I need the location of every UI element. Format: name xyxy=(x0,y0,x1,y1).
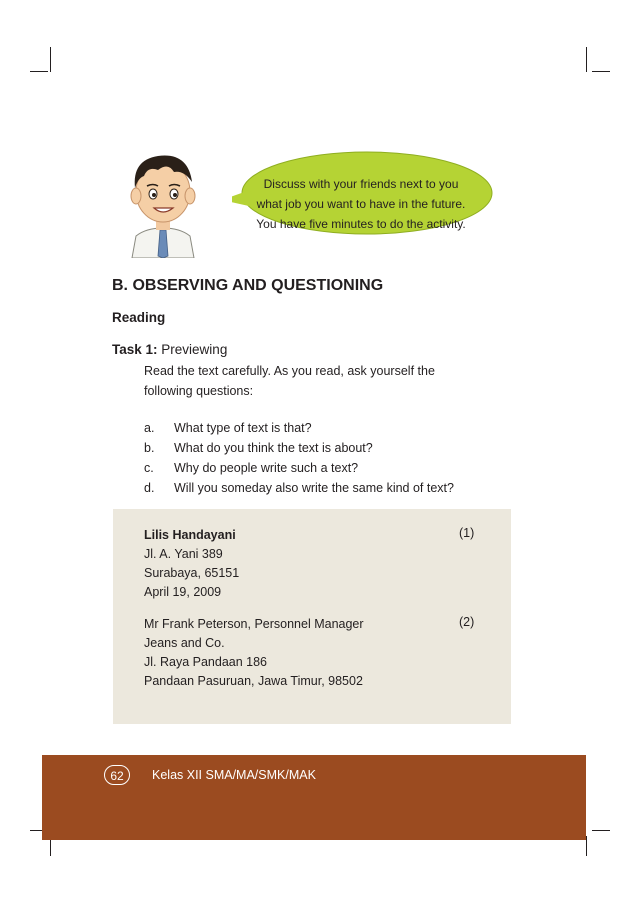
sender-street: Jl. A. Yani 389 xyxy=(144,547,223,561)
sender-name: Lilis Handayani xyxy=(144,528,236,542)
recipient-city: Pandaan Pasuruan, Jawa Timur, 98502 xyxy=(144,674,363,688)
instruction-line: following questions: xyxy=(144,384,254,398)
crop-mark xyxy=(592,830,610,831)
recipient-address xyxy=(144,615,484,691)
question-letter: d. xyxy=(144,481,155,495)
speech-bubble-text xyxy=(238,174,484,234)
list-item xyxy=(144,418,454,438)
question-text: What type of text is that? xyxy=(174,421,312,435)
part-marker: (1) xyxy=(459,526,475,540)
question-letter: b. xyxy=(144,441,155,455)
sender-city: Surabaya, 65151 xyxy=(144,566,240,580)
recipient-company: Jeans and Co. xyxy=(144,636,225,650)
letter-date: April 19, 2009 xyxy=(144,585,222,599)
list-item xyxy=(144,438,454,458)
list-item xyxy=(144,478,454,498)
part-marker: (2) xyxy=(459,615,475,629)
book-title: Kelas XII SMA/MA/SMK/MAK xyxy=(152,768,316,782)
task-label: Task 1: xyxy=(112,342,158,357)
question-text: Will you someday also write the same kind of text? xyxy=(174,481,454,495)
list-item xyxy=(144,458,454,478)
question-list xyxy=(144,418,454,498)
bubble-line: You have five minutes to do the activity. xyxy=(256,217,466,231)
question-text: What do you think the text is about? xyxy=(174,441,373,455)
page-number: 62 xyxy=(104,765,130,785)
crop-mark xyxy=(592,71,610,72)
recipient-street: Jl. Raya Pandaan 186 xyxy=(144,655,268,669)
question-letter: c. xyxy=(144,461,154,475)
question-text: Why do people write such a text? xyxy=(174,461,359,475)
section-title: B. OBSERVING AND QUESTIONING xyxy=(112,277,384,294)
recipient-name: Mr Frank Peterson, Personnel Manager xyxy=(144,617,364,631)
bubble-line: what job you want to have in the future. xyxy=(256,197,466,211)
task-name: Previewing xyxy=(161,342,228,357)
instruction-line: Read the text carefully. As you read, ask yourself the xyxy=(144,364,435,378)
task-heading xyxy=(112,342,227,357)
student-illustration xyxy=(118,148,208,258)
crop-mark xyxy=(586,47,587,72)
crop-mark xyxy=(30,71,48,72)
question-letter: a. xyxy=(144,421,155,435)
task-instruction xyxy=(144,361,474,401)
section-subtitle: Reading xyxy=(112,310,166,325)
crop-mark xyxy=(50,47,51,72)
sender-address xyxy=(144,526,484,602)
bubble-line: Discuss with your friends next to you xyxy=(263,177,459,191)
crop-mark xyxy=(586,836,587,856)
